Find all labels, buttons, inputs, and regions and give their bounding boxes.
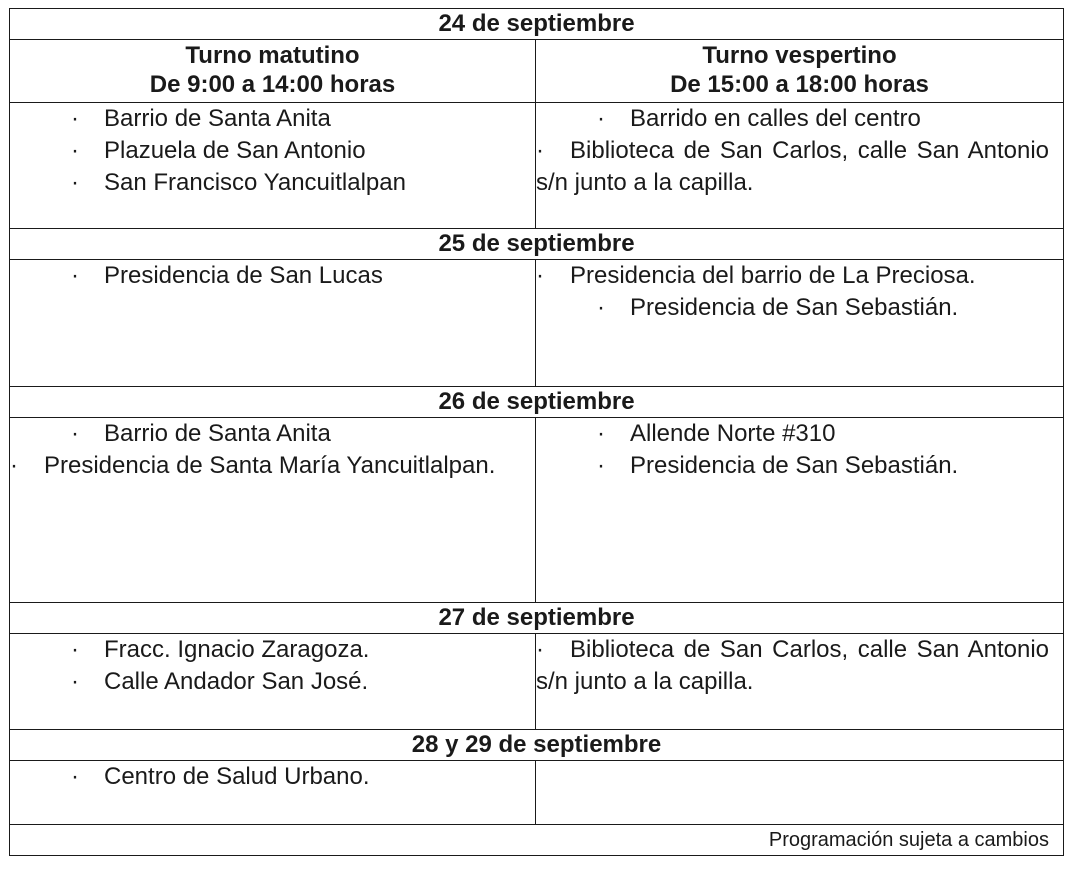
- evening-shift-hours: De 15:00 a 18:00 horas: [670, 71, 929, 98]
- bullet-icon: ·: [71, 668, 79, 695]
- evening-locations: [536, 634, 1064, 730]
- date-row: [10, 9, 1064, 40]
- evening-locations: [536, 103, 1064, 229]
- morning-shift-header: [10, 40, 536, 103]
- evening-shift-header: [536, 40, 1064, 103]
- shift-header-row: [10, 40, 1064, 103]
- morning-locations: [10, 260, 536, 387]
- location-item: [71, 103, 521, 135]
- locations-row: [10, 418, 1064, 603]
- bullet-icon: ·: [597, 452, 605, 479]
- schedule-table: [9, 8, 1064, 856]
- date-heading: 26 de septiembre: [10, 387, 1064, 418]
- bullet-icon: ·: [597, 294, 605, 321]
- location-text: Presidencia de Santa María Yancuitlalpan.: [44, 452, 496, 479]
- location-text: Biblioteca de San Carlos, calle San Antonio s/n junto a la capilla.: [536, 636, 1049, 695]
- date-row: [10, 229, 1064, 260]
- bullet-icon: ·: [71, 420, 79, 447]
- date-row: [10, 730, 1064, 761]
- location-item: [536, 260, 1049, 292]
- location-text: Barrio de Santa Anita: [104, 105, 331, 132]
- location-item: [71, 135, 521, 167]
- location-item: [71, 666, 521, 698]
- location-item: [597, 450, 1049, 482]
- bullet-icon: ·: [71, 636, 79, 663]
- location-text: Presidencia de San Lucas: [104, 262, 383, 289]
- location-text: Presidencia del barrio de La Preciosa.: [570, 262, 976, 289]
- date-row: [10, 603, 1064, 634]
- location-text: Presidencia de San Sebastián.: [630, 452, 959, 479]
- morning-locations: [10, 418, 536, 603]
- bullet-icon: ·: [71, 169, 79, 196]
- bullet-icon: ·: [71, 137, 79, 164]
- location-text: Centro de Salud Urbano.: [104, 763, 370, 790]
- location-item: [597, 103, 1049, 135]
- location-item: [71, 634, 521, 666]
- bullet-icon: ·: [536, 137, 544, 164]
- morning-locations: [10, 634, 536, 730]
- location-text: Barrido en calles del centro: [630, 105, 921, 132]
- location-text: Plazuela de San Antonio: [104, 137, 366, 164]
- date-heading: 25 de septiembre: [10, 229, 1064, 260]
- locations-row: [10, 761, 1064, 825]
- locations-row: [10, 103, 1064, 229]
- morning-locations: [10, 761, 536, 825]
- bullet-icon: ·: [597, 420, 605, 447]
- bullet-icon: ·: [71, 763, 79, 790]
- bullet-icon: ·: [536, 636, 544, 663]
- location-text: Presidencia de San Sebastián.: [630, 294, 959, 321]
- locations-row: [10, 260, 1064, 387]
- location-item: [71, 418, 521, 450]
- bullet-icon: ·: [597, 105, 605, 132]
- evening-locations-empty: [536, 761, 1064, 825]
- footer-note: Programación sujeta a cambios: [10, 825, 1064, 856]
- location-item: [71, 167, 521, 199]
- bullet-icon: ·: [71, 262, 79, 289]
- location-text: Calle Andador San José.: [104, 668, 369, 695]
- morning-shift-hours: De 9:00 a 14:00 horas: [149, 71, 396, 98]
- bullet-icon: ·: [10, 452, 18, 479]
- location-item: [597, 292, 1049, 324]
- location-item: [71, 761, 521, 793]
- locations-row: [10, 634, 1064, 730]
- morning-shift-title: Turno matutino: [185, 42, 360, 69]
- location-text: Biblioteca de San Carlos, calle San Antonio s/n junto a la capilla.: [536, 137, 1049, 196]
- evening-shift-title: Turno vespertino: [702, 42, 897, 69]
- location-item: [10, 450, 521, 482]
- location-text: Fracc. Ignacio Zaragoza.: [104, 636, 370, 663]
- evening-locations: [536, 260, 1064, 387]
- bullet-icon: ·: [71, 105, 79, 132]
- date-heading: 28 y 29 de septiembre: [10, 730, 1064, 761]
- date-heading: 24 de septiembre: [10, 9, 1064, 40]
- location-item: [71, 260, 521, 292]
- location-text: Allende Norte #310: [630, 420, 836, 447]
- location-item: [536, 135, 1049, 199]
- evening-locations: [536, 418, 1064, 603]
- location-item: [536, 634, 1049, 698]
- footer-row: [10, 825, 1064, 856]
- morning-locations: [10, 103, 536, 229]
- date-heading: 27 de septiembre: [10, 603, 1064, 634]
- location-item: [597, 418, 1049, 450]
- location-text: Barrio de Santa Anita: [104, 420, 331, 447]
- location-text: San Francisco Yancuitlalpan: [104, 169, 406, 196]
- date-row: [10, 387, 1064, 418]
- bullet-icon: ·: [536, 262, 544, 289]
